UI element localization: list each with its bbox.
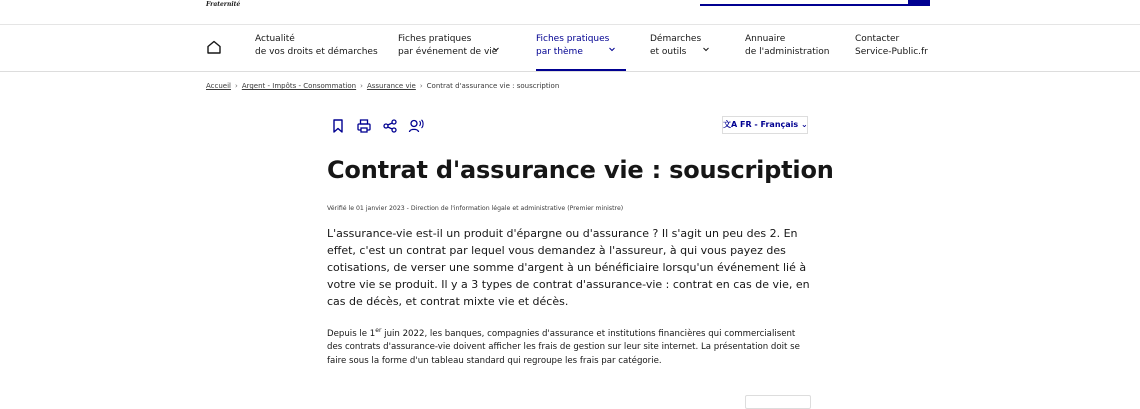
nav-item-line2: de l'administration — [745, 47, 830, 57]
listen-button[interactable] — [408, 118, 424, 134]
breadcrumb-separator-icon: › — [360, 82, 363, 90]
nav-item-actualite[interactable] — [255, 33, 378, 71]
expand-all-button[interactable] — [745, 395, 811, 409]
language-label: FR - Français — [740, 120, 799, 129]
breadcrumb — [206, 82, 559, 90]
chevron-down-icon — [492, 45, 500, 53]
breadcrumb-link-argent[interactable]: Argent - Impôts - Consommation — [241, 82, 357, 90]
nav-item-line1: Actualité — [255, 34, 295, 44]
nav-item-annuaire[interactable] — [745, 33, 829, 71]
home-icon — [206, 39, 222, 55]
breadcrumb-current: Contrat d'assurance vie : souscription — [426, 82, 560, 90]
nav-item-demarches[interactable] — [650, 33, 701, 71]
share-icon — [382, 118, 398, 134]
nav-item-line1: Fiches pratiques — [536, 34, 610, 44]
nav-item-line1: Annuaire — [745, 34, 786, 44]
language-selector[interactable] — [722, 116, 808, 134]
breadcrumb-link-accueil[interactable]: Accueil — [206, 82, 231, 90]
chevron-down-icon — [608, 45, 616, 53]
home-button[interactable] — [206, 39, 222, 55]
search-input[interactable] — [700, 0, 908, 6]
print-icon — [356, 118, 372, 134]
chevron-down-icon — [702, 45, 710, 53]
info-paragraph-prefix: Depuis le 1 — [327, 328, 376, 339]
bookmark-icon — [330, 118, 346, 134]
nav-item-line1: Contacter — [855, 34, 900, 44]
translate-icon: 文A — [723, 120, 738, 129]
info-paragraph-rest: juin 2022, les banques, compagnies d'assurance et institutions financières qui commercialisent des contrats d'assurance-vie doivent afficher les frais de gestion sur leur site internet. La présentation doit se faire sous la forme d'un tableau standard qui regroupe les frais par catégorie. — [327, 328, 800, 366]
breadcrumb-separator-icon: › — [235, 82, 238, 90]
main-nav — [0, 25, 1140, 72]
nav-item-line2: par événement de vie — [398, 47, 498, 57]
fraternite-motto: Fraternité — [206, 1, 241, 8]
nav-item-line1: Fiches pratiques — [398, 34, 472, 44]
nav-item-line2: Service-Public.fr — [855, 47, 928, 57]
nav-item-line2: par thème — [536, 47, 583, 57]
verified-date: Vérifié le 01 janvier 2023 - Direction de l'information légale et administrative (Premier ministre) — [327, 205, 624, 212]
info-paragraph-sup: er — [375, 327, 382, 334]
bookmark-button[interactable] — [330, 118, 346, 134]
nav-item-line1: Démarches — [650, 34, 702, 44]
nav-item-fiches-theme[interactable] — [536, 33, 609, 71]
nav-item-line2: et outils — [650, 47, 687, 57]
search-button[interactable] — [908, 0, 930, 6]
breadcrumb-separator-icon: › — [419, 82, 423, 90]
info-paragraph — [327, 324, 811, 368]
listen-icon — [408, 118, 424, 134]
intro-text: L'assurance-vie est-il un produit d'épargne ou d'assurance ? Il s'agit un peu des 2. En effet, c'est un contrat par lequel vous demandez à l'assureur, à qui vous payez des cotisations, de verser une somme d'argent à un bénéficiaire lorsqu'un événement lié à votre vie se produit. Il y a 3 types de contrat d'assurance-vie : contrat en cas de vie, en cas de décès, et contrat mixte vie et décès. — [327, 227, 810, 308]
chevron-down-icon: ⌄ — [800, 120, 808, 129]
breadcrumb-link-assurance-vie[interactable]: Assurance vie — [366, 82, 416, 90]
share-button[interactable] — [382, 118, 398, 134]
nav-item-contacter[interactable] — [855, 33, 928, 71]
print-button[interactable] — [356, 118, 372, 134]
nav-item-fiches-evenement[interactable] — [398, 33, 497, 71]
page-title: Contrat d'assurance vie : souscription — [327, 156, 834, 184]
nav-item-line2: de vos droits et démarches — [255, 47, 378, 57]
header-bar — [0, 0, 1140, 25]
